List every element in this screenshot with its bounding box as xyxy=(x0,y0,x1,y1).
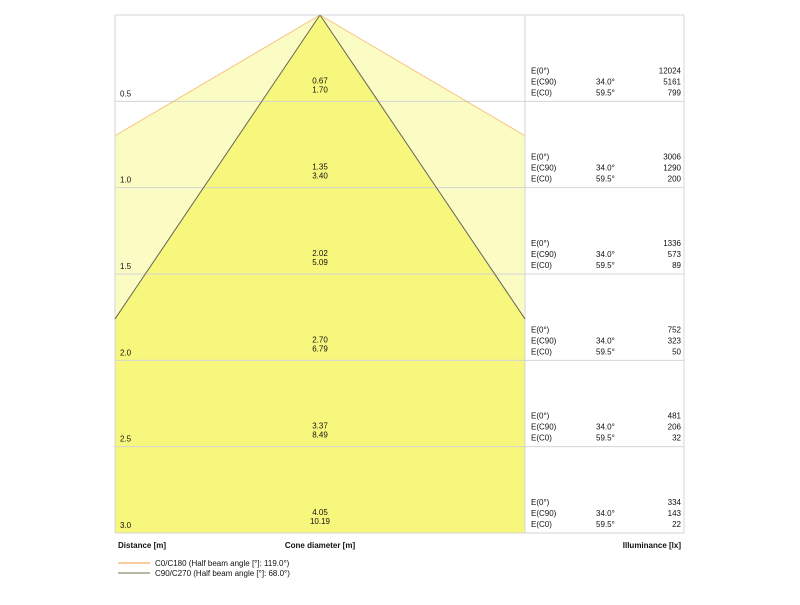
illuminance-label-ec0: E(C0) xyxy=(531,88,552,98)
angle-c0: 59.5° xyxy=(596,174,615,184)
cone-diameter-c90: 1.70 xyxy=(312,85,328,95)
illuminance-e0: 1336 xyxy=(663,239,681,248)
angle-c0: 59.5° xyxy=(596,261,615,270)
xlabel-distance: Distance [m] xyxy=(118,541,167,550)
distance-label: 1.0 xyxy=(120,175,132,185)
cone-diameter-c0: 4.05 xyxy=(312,508,328,517)
angle-c0: 59.5° xyxy=(596,433,615,443)
cone-diameter-c0: 2.70 xyxy=(312,335,328,345)
xlabel-illuminance: Illuminance [lx] xyxy=(622,541,681,550)
angle-c90: 34.0° xyxy=(596,509,615,518)
illuminance-label-e0: E(0°) xyxy=(531,66,550,76)
angle-c90: 34.0° xyxy=(596,163,615,173)
angle-c0: 59.5° xyxy=(596,347,615,357)
illuminance-label-ec90: E(C90) xyxy=(531,250,557,259)
cone-diameter-c0: 1.35 xyxy=(312,162,328,172)
legend-label: C90/C270 (Half beam angle [°]: 68.0°) xyxy=(155,569,290,578)
illuminance-ec0: 32 xyxy=(672,433,681,443)
illuminance-label-ec90: E(C90) xyxy=(531,422,557,432)
illuminance-ec0: 200 xyxy=(667,174,681,184)
illuminance-label-ec0: E(C0) xyxy=(531,520,552,529)
cone-diameter-c0: 0.67 xyxy=(312,76,328,86)
illuminance-label-e0: E(0°) xyxy=(531,325,550,335)
illuminance-ec90: 143 xyxy=(667,509,681,518)
illuminance-label-ec0: E(C0) xyxy=(531,261,552,270)
cone-diameter-c90: 10.19 xyxy=(309,517,331,526)
angle-c90: 34.0° xyxy=(596,250,615,259)
illuminance-ec90: 323 xyxy=(667,336,681,346)
illuminance-ec0: 22 xyxy=(672,520,681,529)
angle-c90: 34.0° xyxy=(596,336,615,346)
cone-diameter-c90: 6.79 xyxy=(312,344,328,354)
angle-c90: 34.0° xyxy=(596,422,615,432)
xlabel-cone-diameter: Cone diameter [m] xyxy=(284,541,356,550)
illuminance-ec0: 799 xyxy=(667,88,681,98)
illuminance-label-e0: E(0°) xyxy=(531,411,550,421)
cone-diameter-c90: 3.40 xyxy=(312,171,328,181)
angle-c0: 59.5° xyxy=(596,88,615,98)
cone-diameter-c0: 3.37 xyxy=(312,421,328,431)
angle-c0: 59.5° xyxy=(596,520,615,529)
illuminance-label-ec90: E(C90) xyxy=(531,163,557,173)
illuminance-label-ec0: E(C0) xyxy=(531,174,552,184)
illuminance-label-ec0: E(C0) xyxy=(531,347,552,357)
illuminance-label-e0: E(0°) xyxy=(531,152,550,162)
distance-label: 3.0 xyxy=(120,521,132,530)
illuminance-ec90: 573 xyxy=(667,250,681,259)
distance-label: 2.5 xyxy=(120,434,132,444)
illuminance-ec90: 1290 xyxy=(663,163,681,173)
illuminance-label-e0: E(0°) xyxy=(531,239,550,248)
illuminance-e0: 12024 xyxy=(658,66,681,76)
cone-diameter-c0: 2.02 xyxy=(312,249,328,258)
illuminance-e0: 481 xyxy=(667,411,681,421)
illuminance-label-ec90: E(C90) xyxy=(531,77,557,87)
illuminance-label-e0: E(0°) xyxy=(531,498,550,507)
illuminance-label-ec90: E(C90) xyxy=(531,509,557,518)
illuminance-ec90: 5161 xyxy=(663,77,681,87)
illuminance-e0: 752 xyxy=(667,325,681,335)
cone-diameter-c90: 8.49 xyxy=(312,430,328,440)
distance-label: 1.5 xyxy=(120,262,132,271)
illuminance-ec90: 206 xyxy=(667,422,681,432)
illuminance-label-ec90: E(C90) xyxy=(531,336,557,346)
illuminance-e0: 334 xyxy=(667,498,681,507)
legend-label: C0/C180 (Half beam angle [°]: 119.0°) xyxy=(155,559,290,568)
distance-label: 0.5 xyxy=(120,89,132,99)
illuminance-e0: 3006 xyxy=(663,152,681,162)
distance-label: 2.0 xyxy=(120,348,132,358)
angle-c90: 34.0° xyxy=(596,77,615,87)
illuminance-ec0: 50 xyxy=(672,347,681,357)
cone-diameter-c90: 5.09 xyxy=(312,258,328,267)
illuminance-label-ec0: E(C0) xyxy=(531,433,552,443)
illuminance-ec0: 89 xyxy=(672,261,681,270)
